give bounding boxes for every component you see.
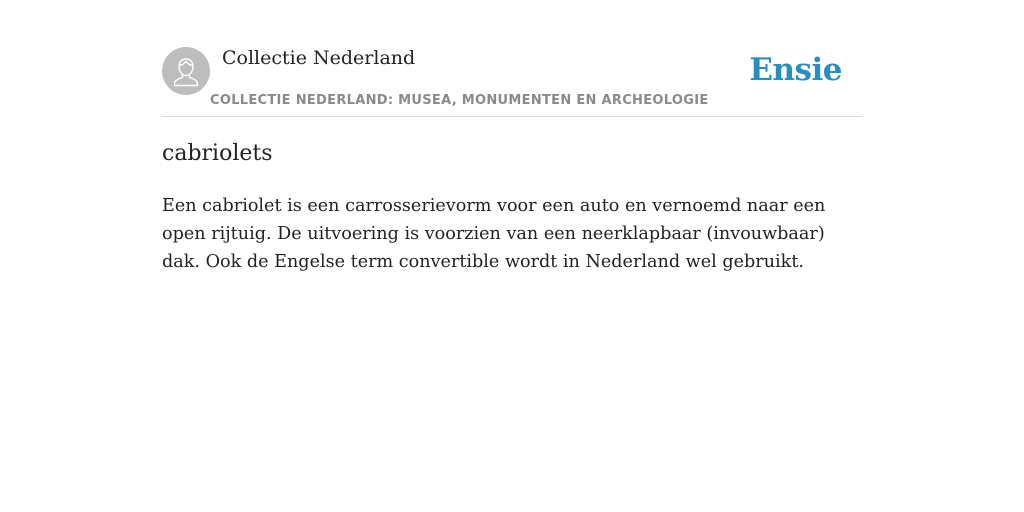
ensie-logo[interactable]: Ensie xyxy=(749,52,842,88)
user-outline-icon xyxy=(162,47,210,95)
avatar[interactable] xyxy=(162,47,210,95)
source-label[interactable]: COLLECTIE NEDERLAND: MUSEA, MONUMENTEN EN ARCHEOLOGIE xyxy=(210,93,709,108)
author-name[interactable]: Collectie Nederland xyxy=(222,47,416,69)
page-container xyxy=(162,0,862,512)
article-body: Een cabriolet is een carrosserievorm voor een auto en vernoemd naar een open rijtuig. De uitvoering is voorzien van een neerklapbaar (invouwbaar) dak. Ook de Engelse term convertible wordt in Nederland wel gebruikt. xyxy=(162,196,826,272)
header xyxy=(162,0,862,117)
article-title: cabriolets xyxy=(162,141,273,166)
